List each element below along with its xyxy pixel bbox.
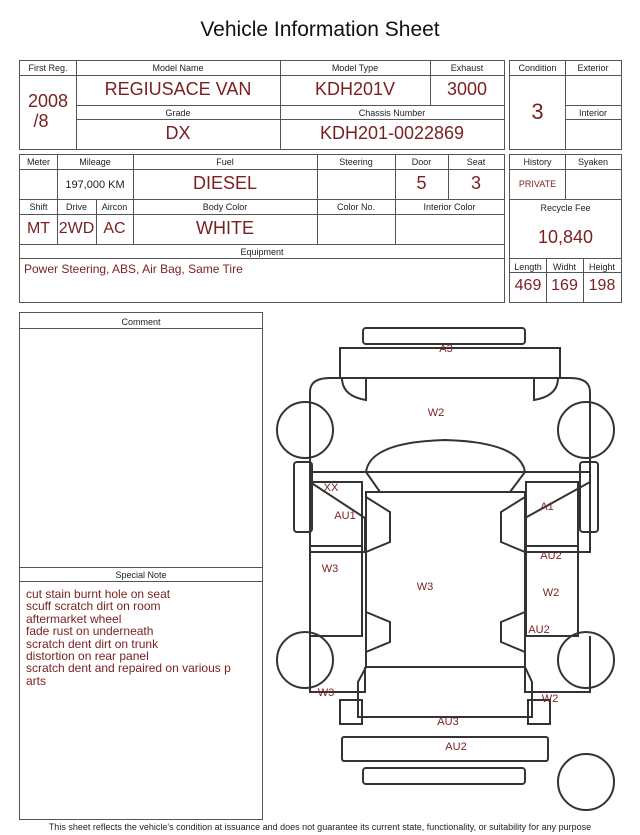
model-type-value: KDH201V [314,79,396,99]
damage-mark-hood: W2 [427,407,445,419]
recycle-fee-value: 10,840 [537,227,594,247]
damage-mark-right-rear-quarter: W2 [541,693,559,705]
body-color-value: WHITE [196,218,254,238]
damage-mark-right-rear-door: W2 [542,587,560,599]
damage-mark-left-front-door: AU1 [334,510,356,522]
door-value: 5 [416,173,427,193]
damage-mark-right-front-door: AU2 [540,550,562,562]
shift-value: MT [26,220,51,237]
damage-mark-rear-gate: AU3 [437,716,459,728]
special-note-item: distortion on rear panel [26,649,149,664]
first-reg-label: First Reg. [28,63,68,73]
first-reg-year: 2008 [27,91,69,111]
disclaimer-footer: This sheet reflects the vehicle's condition at issuance and does not guarantee its current state, functionality, or suitability for any purpose [48,822,592,832]
special-note-item: fade rust on underneath [26,624,154,639]
length-value: 469 [514,277,542,294]
equipment-label: Equipment [240,247,284,257]
history-value: PRIVATE [518,179,557,189]
damage-mark-left-rear-door: W3 [321,563,339,575]
damage-mark-right-rear-side: AU2 [528,624,550,636]
syaken-label: Syaken [577,157,609,167]
shift-label: Shift [29,202,48,212]
width-label: Widht [552,262,576,272]
equipment-value: Power Steering, ABS, Air Bag, Same Tire [24,262,243,276]
grade-label: Grade [165,108,191,118]
spare-wheel [558,754,614,810]
notes-block [19,312,263,820]
fuel-value: DIESEL [192,173,258,193]
mileage-value: 197,000 KM [65,179,125,191]
aircon-value: AC [103,220,126,237]
width-value: 169 [551,277,578,294]
meter-label: Meter [26,157,50,167]
history-block [509,154,622,303]
damage-mark-right-front-fender: A1 [540,501,554,513]
seat-label: Seat [466,157,486,167]
mileage-label: Mileage [79,157,111,167]
chassis-label: Chassis Number [358,108,426,118]
damage-mark-front-bumper: A3 [439,343,453,355]
model-type-label: Model Type [331,63,379,73]
special-note-item: arts [26,673,47,688]
condition-value: 3 [531,99,544,124]
rear-gate-part [358,667,532,717]
height-label: Height [588,262,615,272]
rear-right-wheel [558,632,614,688]
front-bumper-part [363,328,525,344]
special-note-list [26,588,256,687]
comment-label: Comment [121,317,161,327]
body-color-label: Body Color [202,202,248,212]
grade-value: DX [165,123,191,143]
exhaust-value: 3000 [446,79,488,99]
damage-mark-rear-bumper: AU2 [445,741,467,753]
left-rear-door-part [310,546,362,636]
height-value: 198 [588,277,616,294]
length-label: Length [514,262,542,272]
model-name-label: Model Name [152,63,204,73]
steering-label: Steering [339,157,373,167]
windshield-part [366,440,525,492]
page-title: Vehicle Information Sheet [200,18,440,41]
chassis-value: KDH201-0022869 [319,123,465,143]
special-note-label: Special Note [115,570,167,580]
door-label: Door [411,157,432,167]
special-note-item: scratch dent dirt on trunk [26,636,159,651]
damage-mark-left-rear-quarter: W3 [317,687,335,699]
exterior-label: Exterior [577,63,609,73]
special-note-item: aftermarket wheel [26,611,122,626]
special-note-item: cut stain burnt hole on seat [26,587,171,601]
special-note-item: scratch dent and repaired on various p [26,661,231,676]
history-label: History [523,157,552,167]
condition-label: Condition [518,63,557,73]
damage-mark-roof: W3 [416,581,434,593]
fuel-label: Fuel [216,157,234,167]
drive-label: Drive [65,202,87,212]
model-name-value: REGIUSACE VAN [104,79,252,99]
interior-label: Interior [578,108,607,118]
first-reg-month: /8 [33,111,49,131]
front-right-wheel [558,402,614,458]
interior-color-label: Interior Color [423,202,476,212]
special-note-item: scuff scratch dirt on room [26,599,161,614]
specs-block [19,154,505,303]
damage-mark-left-front-fender: XX [323,482,339,494]
seat-value: 3 [470,173,481,193]
color-no-label: Color No. [336,202,375,212]
drive-value: 2WD [58,220,95,237]
condition-block [509,60,622,150]
rear-left-wheel [277,632,333,688]
hood-part [310,378,590,472]
aircon-label: Aircon [101,202,128,212]
exhaust-label: Exhaust [450,63,484,73]
front-left-wheel [277,402,333,458]
registration-block [19,60,505,150]
recycle-fee-label: Recycle Fee [540,203,591,213]
